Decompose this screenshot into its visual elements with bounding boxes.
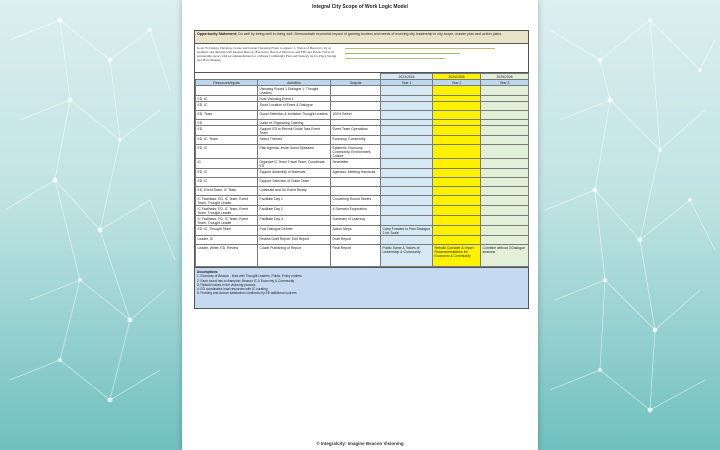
table-cell-output: Agendas, Meeting Handouts [331, 169, 381, 178]
table-cell-output: Action Steps [331, 226, 381, 236]
table-row [196, 126, 529, 136]
opportunity-text: Do well by being well in doing well. Demonstrate economic impact of gaming tourism and needs of evolving city leadership in city scope, master plan and action plans [238, 32, 502, 36]
progress-bar-1 [345, 48, 495, 49]
table-cell-resources: IC Facilitator, ED, IC Team, Event Team, Thought Leader [196, 196, 258, 206]
table-cell-resources: ED [196, 120, 258, 126]
table-cell-y2 [433, 102, 481, 111]
table-cell-resources: ED, Event Team, IC Team [196, 187, 258, 196]
table-cell-output: Epidemic: Economy, Community, Environment, Culture [331, 145, 381, 159]
table-cell-y2 [433, 159, 481, 169]
table-cell-y3 [481, 236, 529, 245]
table-row [196, 206, 529, 216]
table-cell-y3 [481, 102, 529, 111]
table-cell-y1: Public Same & Voices of Leadership & Community [381, 245, 433, 267]
assumption-item: 2. Each round has a champion: Beacon IC & Economy & Community [197, 278, 295, 283]
table-cell-activity: Scout Location of Event & Dialogue [258, 102, 331, 111]
column-header-year2: Year 2 [433, 80, 481, 86]
table-cell-activity: Facilitate Day 1 [258, 196, 331, 206]
goal-section [195, 44, 528, 73]
table-cell-y2 [433, 111, 481, 120]
table-cell-output [331, 102, 381, 111]
assumptions-section [195, 267, 528, 308]
table-cell-y3: Combine without 3 Dialogue seasons [481, 245, 529, 267]
table-cell-y1 [381, 206, 433, 216]
progress-bar-3 [345, 58, 445, 59]
table-cell-y3 [481, 226, 529, 236]
table-cell-activity: Support Selection of Guide Team [258, 178, 331, 187]
table-cell-output: Economy, Community [331, 136, 381, 145]
table-cell-y1 [381, 136, 433, 145]
table-cell-activity: Visioning Round 1 Dialogue 1: Thought Leaders [258, 86, 331, 96]
table-cell-activity: Facilitate Day 3 [258, 216, 331, 226]
table-cell-y3 [481, 178, 529, 187]
table-row [196, 236, 529, 245]
goal-text: Goal: To Design, Develop, Create and Curate Visioning Event to ensure: 1. Vision of Beacon's city as resilient, and thriving with Integral Beacon (Executive Board of Directors and ED) and Public Voices in partnership report with recommendations for a Master Community Plan and Strategy tied to Place Saving and Place Making [197, 46, 337, 62]
table-row [196, 169, 529, 178]
table-cell-y2 [433, 226, 481, 236]
table-cell-y1 [381, 169, 433, 178]
table-row [196, 216, 529, 226]
table-cell-y2 [433, 126, 481, 136]
table-cell-y3 [481, 206, 529, 216]
year-group-1: 2023/2024 [381, 74, 433, 80]
table-cell-resources: Leader, Writer, ED, Review [196, 245, 258, 267]
table-row [196, 187, 529, 196]
assumption-item: 3. Rebuild voices in the visioning process [197, 282, 256, 287]
table-cell-activity: Host Visioning Event 1 [258, 96, 331, 102]
table-cell-y2 [433, 196, 481, 206]
table-cell-y3 [481, 216, 529, 226]
table-cell-y3 [481, 136, 529, 145]
table-cell-output: Convening Round Stories [331, 196, 381, 206]
assumption-item: 5. Funding and accrue satisfaction confirmed by ED additional sources [197, 291, 297, 296]
column-header-year3: Year 3 [481, 80, 529, 86]
table-cell-y1 [381, 159, 433, 169]
table-cell-resources: ED, IC [196, 169, 258, 178]
opportunity-label: Opportunity Statement: [197, 32, 238, 36]
table-row [196, 196, 529, 206]
table-cell-y2: Rebuild Consider & report Recommendations for Economic & Community [433, 245, 481, 267]
table-cell-resources: ED, IC [196, 102, 258, 111]
table-cell-resources [196, 86, 258, 96]
table-cell-output [331, 178, 381, 187]
column-header-activities: Activities [258, 80, 331, 86]
table-cell-activity: Review Draft Report, Edit Report [258, 236, 331, 245]
table-row [196, 136, 529, 145]
table-cell-y1 [381, 178, 433, 187]
document-footer: © Integralcity: Imagine Beacon Visioning [316, 441, 404, 446]
table-cell-activity: Support Assembly of Materials [258, 169, 331, 178]
year-group-2: 2024/2025 [433, 74, 481, 80]
table-cell-output: 100% Select [331, 111, 381, 120]
table-cell-y1 [381, 126, 433, 136]
table-row [196, 86, 529, 96]
table-row [196, 102, 529, 111]
table-cell-resources: IC Facilitator, ED, IC Team, Event Team, Thought Leader [196, 206, 258, 216]
table-row [196, 145, 529, 159]
table-cell-resources: ED, IC [196, 178, 258, 187]
table-cell-resources: ED, IC, Thought Team [196, 226, 258, 236]
table-cell-y2 [433, 136, 481, 145]
table-cell-y2 [433, 206, 481, 216]
table-cell-activity: Support ED to Recruit Guide Task Event Team [258, 126, 331, 136]
table-cell-y3 [481, 111, 529, 120]
table-cell-resources: IC [196, 159, 258, 169]
table-cell-activity: Facilitate Day 2 [258, 206, 331, 216]
table-cell-output: Event Team Operations [331, 126, 381, 136]
table-cell-output: Draft Report [331, 236, 381, 245]
column-header-outputs: Outputs [331, 80, 381, 86]
assumption-item: 4. ED coordinates local resources with IC curating [197, 287, 268, 292]
table-cell-resources: ED, IC [196, 96, 258, 102]
table-cell-y1 [381, 187, 433, 196]
document-title: Integral City Scope of Work Logic Model [312, 4, 408, 10]
table-cell-activity: Liaise re Organizing Catering [258, 120, 331, 126]
table-cell-y1 [381, 145, 433, 159]
table-cell-y2 [433, 178, 481, 187]
year-group-3: 2025/2026 [481, 74, 529, 80]
table-cell-y3 [481, 159, 529, 169]
logic-model-table [195, 73, 529, 267]
table-cell-output: Newsletter [331, 159, 381, 169]
table-cell-y3 [481, 187, 529, 196]
table-cell-activity: Coach Publishing of Report [258, 245, 331, 267]
table-cell-y3 [481, 86, 529, 96]
table-cell-y2 [433, 216, 481, 226]
table-cell-resources: ED, IC, Team [196, 136, 258, 145]
table-cell-output: Final Report [331, 245, 381, 267]
table-row [196, 245, 529, 267]
table-cell-y1 [381, 216, 433, 226]
table-row [196, 159, 529, 169]
table-cell-y1 [381, 236, 433, 245]
table-cell-y1 [381, 86, 433, 96]
assumption-item: 1. Economy of Beacon - lives with Thought Leaders, Public, Policy makers [197, 274, 302, 279]
table-cell-y3 [481, 196, 529, 206]
table-cell-y3 [481, 169, 529, 178]
table-cell-activity: Celebrate and Go Event Ready [258, 187, 331, 196]
table-row [196, 111, 529, 120]
column-header-resources: Resources/Inputs [196, 80, 258, 86]
table-cell-output: 4 Scenario Exploration [331, 206, 381, 216]
table-cell-activity: Guest Selection & Invitation Thought Leaders [258, 111, 331, 120]
table-cell-resources: IC Facilitator, ED, IC Team, Event Team, Thought Leader [196, 216, 258, 226]
progress-bar-2 [345, 53, 460, 54]
assumptions-title: Assumptions: [197, 270, 219, 274]
table-cell-y2 [433, 145, 481, 159]
table-cell-activity: Organize IC Team Travel Team, Coordinate ED [258, 159, 331, 169]
table-cell-y2 [433, 236, 481, 245]
logic-model-sheet [194, 30, 529, 309]
table-row [196, 178, 529, 187]
table-cell-resources: ED, IC [196, 145, 258, 159]
table-cell-activity: Select Themes [258, 136, 331, 145]
table-cell-y2 [433, 187, 481, 196]
table-body [196, 86, 529, 267]
table-cell-activity: Post Dialogue Debrief [258, 226, 331, 236]
column-header-year1: Year 1 [381, 80, 433, 86]
opportunity-statement [195, 31, 528, 44]
table-cell-y3 [481, 145, 529, 159]
table-cell-y2 [433, 169, 481, 178]
table-cell-y1 [381, 196, 433, 206]
table-cell-y1 [381, 102, 433, 111]
table-cell-output [331, 187, 381, 196]
table-cell-y3 [481, 126, 529, 136]
table-cell-resources: ED, Team [196, 111, 258, 120]
table-cell-output [331, 86, 381, 96]
document-page [182, 0, 538, 450]
table-cell-y1 [381, 111, 433, 120]
table-cell-y2 [433, 86, 481, 96]
table-cell-y1: Carry Forward to Plan Dialogue 2 for Scale [381, 226, 433, 236]
table-cell-activity: Plan Agenda, Invite Guest Speakers [258, 145, 331, 159]
table-row [196, 226, 529, 236]
table-cell-resources: Leader, IC [196, 236, 258, 245]
table-cell-output: Summary of Learning [331, 216, 381, 226]
table-cell-resources: ED [196, 126, 258, 136]
